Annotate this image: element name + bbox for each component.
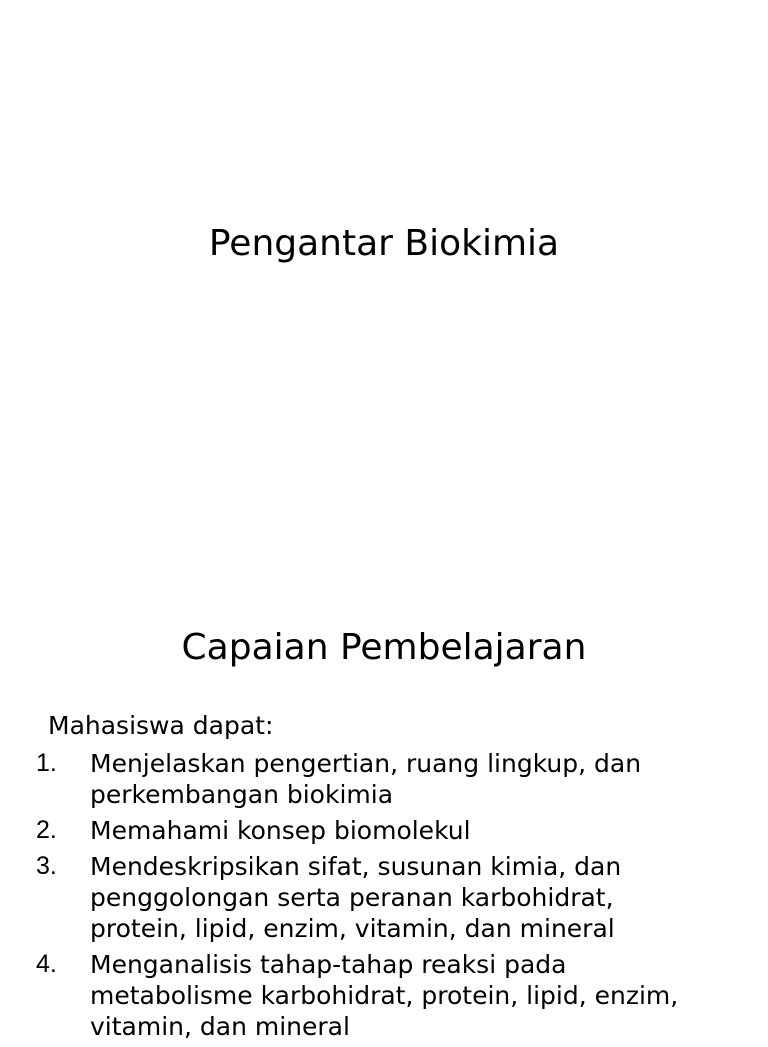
list-item xyxy=(36,949,736,1042)
slide-title-heading: Pengantar Biokimia xyxy=(208,223,560,264)
intro-text: Mahasiswa dapat: xyxy=(48,711,274,740)
objectives-list xyxy=(36,748,736,1047)
list-item-text: Memahami konsep biomolekul xyxy=(90,816,471,845)
list-item xyxy=(36,815,736,846)
slide-learning-outcomes xyxy=(0,576,768,1041)
list-item-text: Menganalisis tahap-tahap reaksi pada metabolisme karbohidrat, protein, lipid, enzim, vitamin, dan mineral xyxy=(90,950,679,1041)
list-item-number: 4. xyxy=(36,950,57,978)
list-item-number: 1. xyxy=(36,749,57,777)
learning-outcomes-heading: Capaian Pembelajaran xyxy=(181,627,587,668)
list-item-text: Menjelaskan pengertian, ruang lingkup, dan perkembangan biokimia xyxy=(90,749,642,809)
list-item xyxy=(36,851,736,944)
list-item xyxy=(36,748,736,810)
list-item-number: 2. xyxy=(36,816,57,844)
list-item-number: 3. xyxy=(36,852,57,880)
list-item-text: Mendeskripsikan sifat, susunan kimia, dan penggolongan serta peranan karbohidrat, protein, lipid, enzim, vitamin, dan mineral xyxy=(90,852,622,943)
